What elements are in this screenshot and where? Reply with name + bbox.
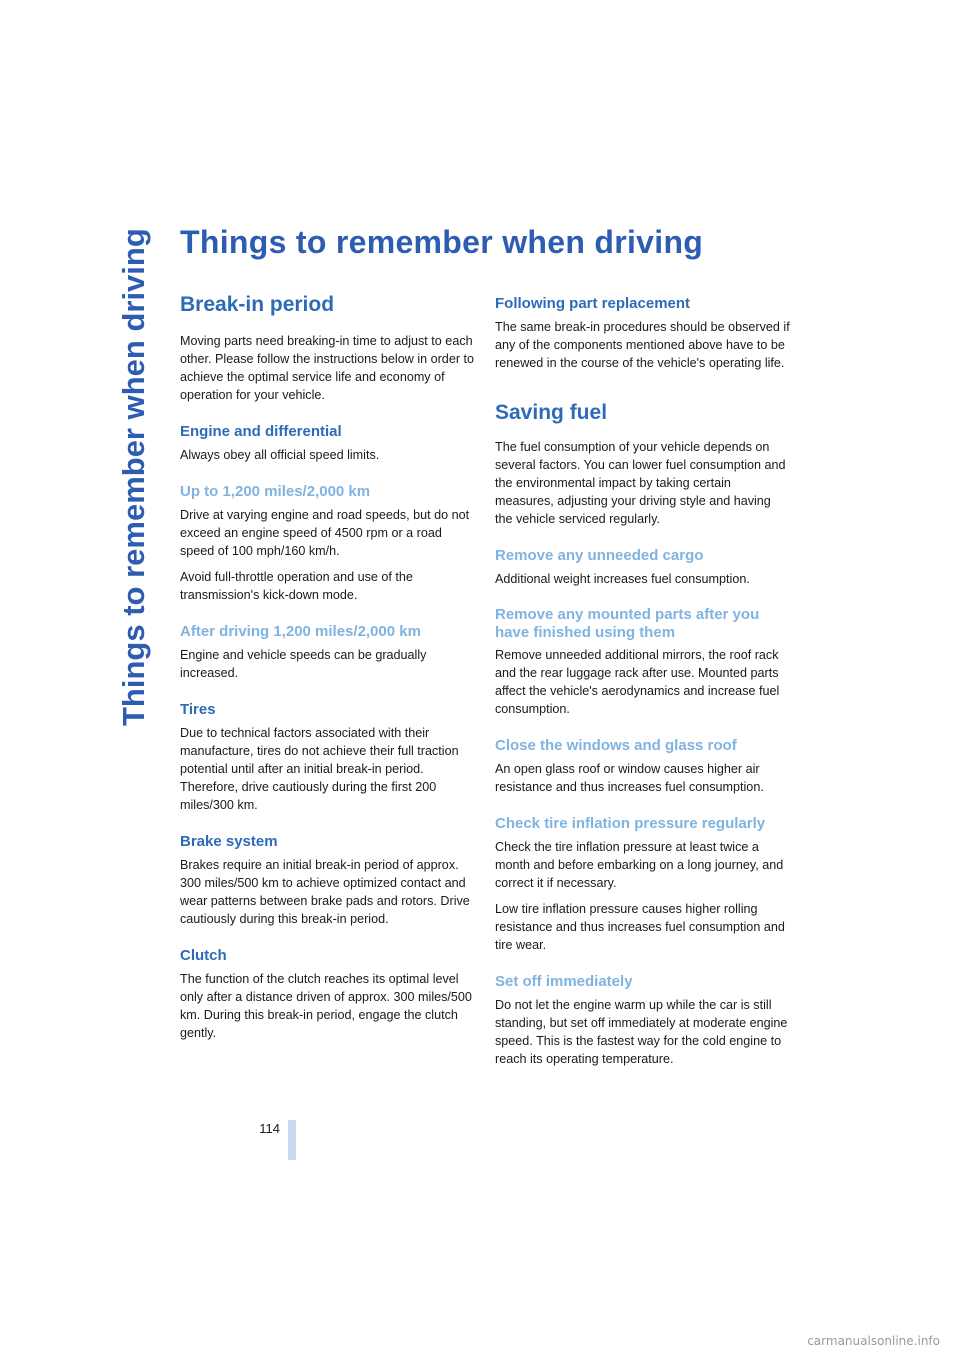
windows-text: An open glass roof or window causes higher air resistance and thus increases fuel consumption.	[495, 762, 764, 794]
tire-pressure-heading: Check tire inflation pressure regularly	[495, 815, 766, 832]
right-column	[495, 290, 791, 1068]
setoff-heading: Set off immediately	[495, 973, 633, 990]
tire-pressure-text-1: Check the tire inflation pressure at least twice a month and before embarking on a long journey, and correct it if necessary.	[495, 840, 784, 890]
clutch-heading: Clutch	[180, 947, 227, 964]
mounted-heading: Remove any mounted parts after you have finished using them	[495, 606, 760, 641]
cargo-heading: Remove any unneeded cargo	[495, 547, 704, 564]
page-title: Things to remember when driving	[180, 224, 704, 260]
saving-text: The fuel consumption of your vehicle depends on several factors. You can lower fuel consumption and the environmental impact by taking certain measures, adjusting your driving style and having the vehicle serviced regularly.	[495, 440, 786, 526]
tire-pressure-text-2: Low tire inflation pressure causes higher rolling resistance and thus increases fuel consumption and tire wear.	[495, 902, 785, 952]
left-column	[180, 290, 476, 1042]
engine-heading: Engine and differential	[180, 423, 342, 440]
breakin-heading: Break-in period	[180, 293, 335, 316]
tires-text: Due to technical factors associated with their manufacture, tires do not achieve their full traction potential until after an initial break-in period. Therefore, drive cautiously during the first 200 miles/300 km.	[180, 726, 459, 812]
tires-heading: Tires	[180, 701, 216, 718]
upto-text-2: Avoid full-throttle operation and use of the transmission's kick-down mode.	[180, 570, 413, 602]
saving-heading: Saving fuel	[495, 401, 608, 424]
upto-heading: Up to 1,200 miles/2,000 km	[180, 483, 371, 500]
engine-text: Always obey all official speed limits.	[180, 448, 380, 462]
clutch-text: The function of the clutch reaches its optimal level only after a distance driven of approx. 300 miles/500 km. During this break-in period, engage the clutch gently.	[180, 972, 472, 1040]
page-marker-bar	[288, 1120, 296, 1160]
windows-heading: Close the windows and glass roof	[495, 737, 737, 754]
following-text: The same break-in procedures should be observed if any of the components mentioned above have to be renewed in the course of the vehicle's operating life.	[495, 320, 790, 370]
after-heading: After driving 1,200 miles/2,000 km	[180, 623, 421, 640]
side-chapter-title: Things to remember when driving	[116, 228, 151, 726]
upto-text-1: Drive at varying engine and road speeds, but do not exceed an engine speed of 4500 rpm or a road speed of 100 mph/160 km/h.	[180, 508, 470, 558]
breakin-text: Moving parts need breaking-in time to adjust to each other. Please follow the instructions below in order to achieve the optimal service life and economy of operation for your vehicle.	[180, 334, 475, 402]
after-text: Engine and vehicle speeds can be gradually increased.	[180, 648, 427, 680]
page-number: 114	[259, 1121, 280, 1136]
watermark: carmanualsonline.info	[807, 1334, 940, 1348]
mounted-text: Remove unneeded additional mirrors, the roof rack and the rear luggage rack after use. Mounted parts affect the vehicle's aerodynamics and increase fuel consumption.	[495, 648, 780, 716]
setoff-text: Do not let the engine warm up while the car is still standing, but set off immediately at moderate engine speed. This is the fastest way for the cold engine to reach its operating temperature.	[495, 998, 788, 1066]
brake-text: Brakes require an initial break-in period of approx. 300 miles/500 km to achieve optimized contact and wear patterns between brake pads and rotors. Drive cautiously during this break-in period.	[180, 858, 470, 926]
cargo-text: Additional weight increases fuel consumption.	[495, 572, 750, 586]
following-heading: Following part replacement	[495, 295, 691, 312]
brake-heading: Brake system	[180, 833, 278, 850]
